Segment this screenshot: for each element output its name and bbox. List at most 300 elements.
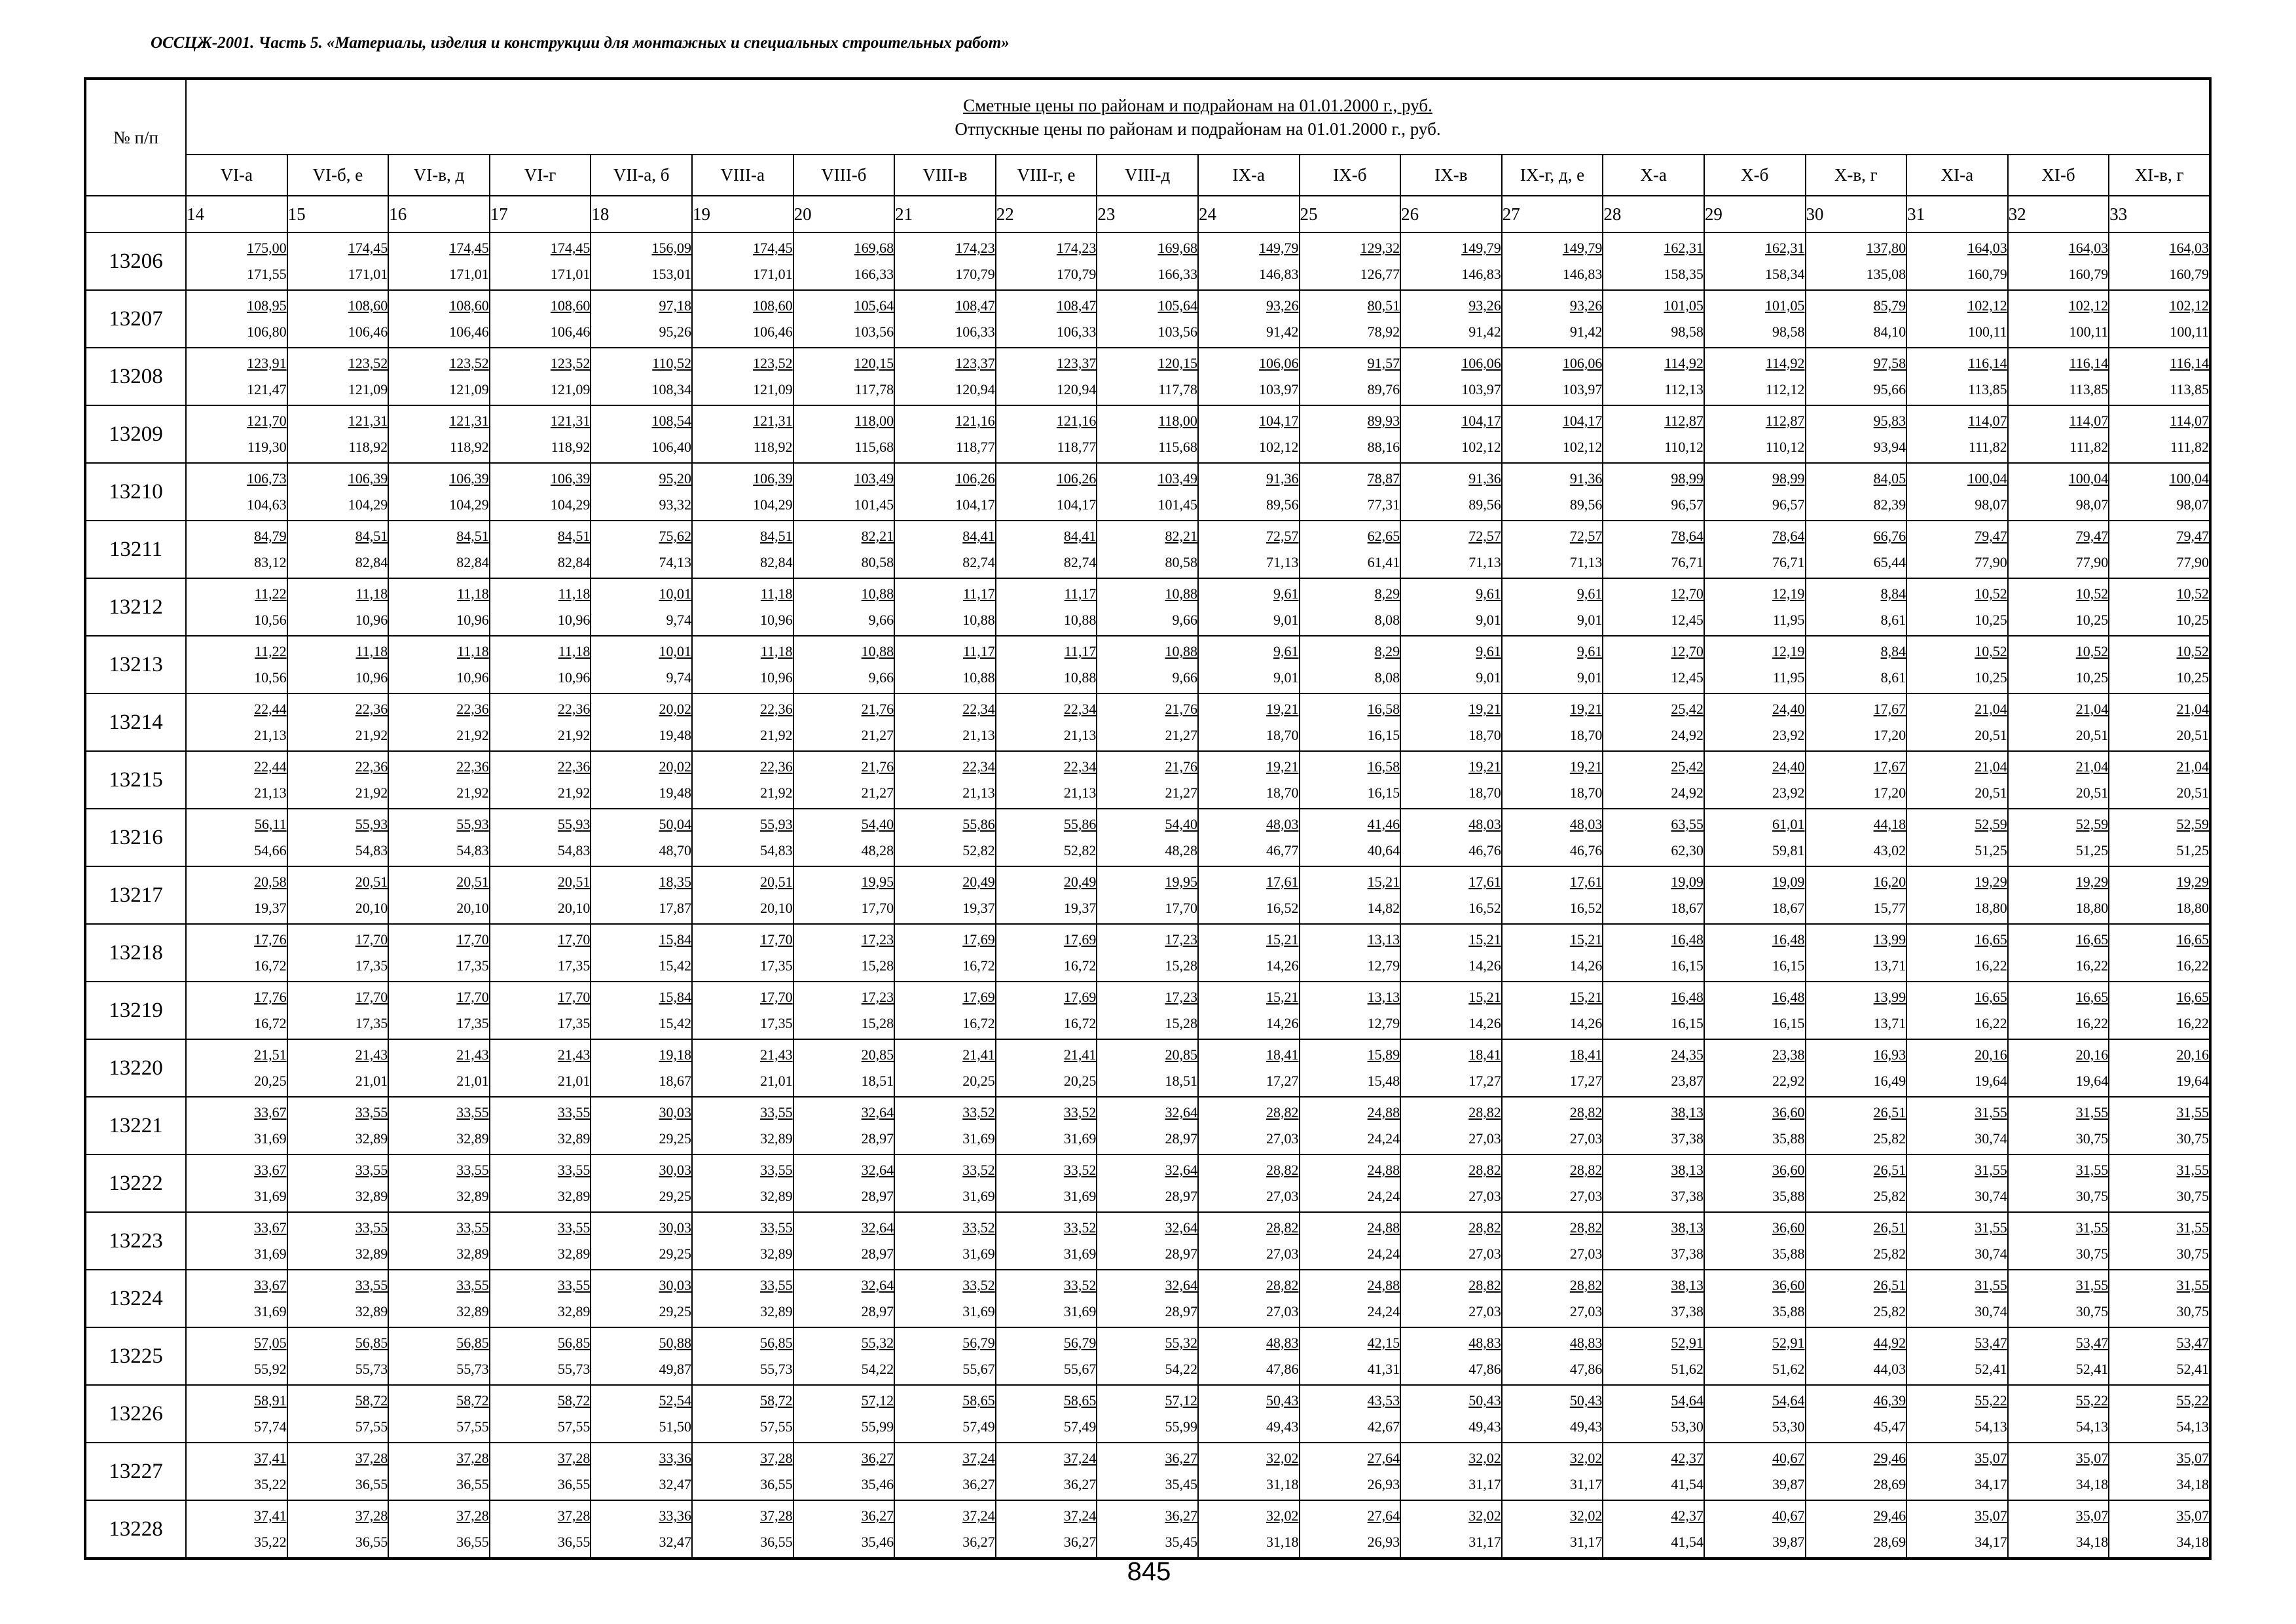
release-price: 26,93 [1367,1534,1400,1550]
release-price: 16,22 [2176,1015,2209,1031]
estimate-price: 38,13 [1671,1104,1704,1120]
estimate-price: 17,70 [456,989,489,1005]
price-cell [1502,751,1603,809]
price-cell [793,463,895,521]
estimate-price: 19,95 [1165,874,1197,890]
price-cell [1603,1500,1704,1559]
price-cell [2109,232,2210,290]
estimate-price: 19,29 [2075,874,2109,890]
price-cell [186,1385,287,1443]
release-price: 17,35 [760,1015,793,1031]
release-price: 16,15 [1671,1015,1704,1031]
release-price: 146,83 [1562,266,1603,282]
estimate-price: 15,89 [1367,1046,1400,1063]
price-cell [490,521,591,578]
price-cell [287,1270,389,1327]
release-price: 55,73 [456,1361,489,1377]
estimate-price: 35,07 [2176,1450,2209,1466]
item-code: 13210 [85,463,186,521]
estimate-price: 31,55 [2176,1219,2209,1236]
release-price: 10,88 [962,612,995,628]
release-price: 98,07 [2075,496,2109,513]
estimate-price: 31,55 [2176,1162,2209,1178]
estimate-price: 104,17 [1259,413,1299,429]
price-cell [2008,866,2109,924]
estimate-price: 162,31 [1765,240,1805,256]
release-price: 10,96 [760,612,793,628]
price-cell [2008,290,2109,348]
price-cell [793,1500,895,1559]
estimate-price: 32,02 [1266,1507,1299,1524]
price-cell [287,405,389,463]
table-row [85,232,2210,290]
estimate-price: 24,40 [1772,701,1805,717]
estimate-price: 8,84 [1880,585,1906,602]
release-price: 98,07 [2176,496,2209,513]
estimate-price: 121,31 [449,413,489,429]
release-price: 106,80 [247,323,287,340]
estimate-price: 16,48 [1772,989,1805,1005]
estimate-price: 32,64 [861,1162,894,1178]
release-price: 111,82 [2069,439,2109,455]
price-cell [1704,1385,1806,1443]
price-cell [1603,924,1704,982]
estimate-price: 23,38 [1772,1046,1805,1063]
price-cell [894,1097,996,1154]
release-price: 118,77 [1057,439,1097,455]
item-code: 13215 [85,751,186,809]
estimate-price: 33,52 [962,1277,995,1293]
release-price: 18,80 [2075,900,2109,916]
estimate-price: 52,91 [1772,1335,1805,1351]
caption-release-prices: Отпускные цены по районам и подрайонам на 01.01.2000 г., руб. [955,119,1441,139]
estimate-price: 15,84 [659,931,691,948]
price-cell [2008,405,2109,463]
release-price: 9,01 [1576,669,1603,686]
estimate-price: 105,64 [854,297,894,314]
release-price: 32,89 [456,1130,489,1147]
price-cell [793,578,895,636]
release-price: 10,88 [962,669,995,686]
price-cell [186,809,287,866]
release-price: 46,77 [1266,842,1299,858]
release-price: 43,02 [1873,842,1906,858]
estimate-price: 16,65 [2075,931,2109,948]
release-price: 31,69 [962,1303,995,1320]
price-cell [490,1039,591,1097]
estimate-price: 33,52 [1063,1277,1097,1293]
price-cell [894,693,996,751]
estimate-price: 15,84 [659,989,691,1005]
release-price: 57,55 [456,1418,489,1435]
estimate-price: 123,52 [550,355,591,371]
estimate-price: 31,55 [2075,1277,2109,1293]
estimate-price: 11,17 [1064,585,1097,602]
price-cell [1097,693,1198,751]
estimate-price: 28,82 [1266,1277,1299,1293]
release-price: 32,89 [355,1303,388,1320]
price-cell [2109,1500,2210,1559]
release-price: 19,37 [1063,900,1097,916]
estimate-price: 106,39 [348,470,388,487]
release-price: 48,28 [1165,842,1197,858]
estimate-price: 33,67 [254,1162,287,1178]
release-price: 32,89 [355,1188,388,1204]
price-cell [996,636,1097,693]
release-price: 76,71 [1772,554,1805,570]
price-cell [1502,866,1603,924]
estimate-price: 22,44 [254,701,287,717]
release-price: 126,77 [1360,266,1400,282]
price-cell [894,636,996,693]
estimate-price: 32,64 [861,1104,894,1120]
price-cell [1097,1327,1198,1385]
price-cell [1400,1097,1502,1154]
estimate-price: 20,85 [1165,1046,1197,1063]
release-price: 160,79 [2169,266,2209,282]
price-cell [793,232,895,290]
release-price: 59,81 [1772,842,1805,858]
release-price: 35,88 [1772,1188,1805,1204]
estimate-price: 54,40 [861,816,894,832]
document-title: ОССЦЖ-2001. Часть 5. «Материалы, изделия и конструкции для монтажных и специальных строительных работ» [151,34,1010,52]
release-price: 71,13 [1569,554,1603,570]
release-price: 49,43 [1569,1418,1603,1435]
release-price: 21,13 [1063,784,1097,801]
price-cell [2109,809,2210,866]
price-cell [591,290,692,348]
estimate-price: 10,88 [861,643,894,659]
price-cell [1806,693,1907,751]
item-code: 13219 [85,982,186,1039]
estimate-price: 15,21 [1468,931,1501,948]
column-number: 32 [2008,196,2109,232]
estimate-price: 55,93 [557,816,591,832]
estimate-price: 9,61 [1273,585,1299,602]
price-cell [1300,636,1401,693]
release-price: 120,94 [1056,381,1097,397]
price-cell [692,751,793,809]
release-price: 16,15 [1367,727,1400,743]
price-cell [287,1500,389,1559]
price-cell [1906,636,2008,693]
price-cell [996,578,1097,636]
price-cell [490,1327,591,1385]
estimate-price: 103,49 [854,470,894,487]
price-cell [1400,1212,1502,1270]
price-cell [1502,405,1603,463]
estimate-price: 84,41 [1063,528,1097,544]
price-cell [692,1500,793,1559]
price-cell [388,405,490,463]
release-price: 13,71 [1873,1015,1906,1031]
estimate-price: 91,36 [1266,470,1299,487]
price-cell [1400,1500,1502,1559]
price-cell [186,1500,287,1559]
price-cell [996,866,1097,924]
price-cell [692,809,793,866]
price-cell [1198,1270,1300,1327]
estimate-price: 9,61 [1476,585,1501,602]
price-cell [2109,1385,2210,1443]
price-cell [1806,348,1907,405]
price-cell [2109,636,2210,693]
estimate-price: 32,64 [1165,1162,1197,1178]
estimate-price: 16,65 [1975,989,2007,1005]
estimate-price: 22,36 [456,758,489,775]
estimate-price: 8,84 [1880,643,1906,659]
estimate-price: 13,99 [1873,931,1906,948]
estimate-price: 21,04 [2075,758,2109,775]
estimate-price: 18,41 [1266,1046,1299,1063]
estimate-price: 78,87 [1367,470,1400,487]
estimate-price: 22,34 [962,758,995,775]
price-cell [287,636,389,693]
price-cell [388,1443,490,1500]
estimate-price: 108,60 [348,297,388,314]
price-cell [287,693,389,751]
release-price: 171,01 [348,266,388,282]
table-row [85,1039,2210,1097]
estimate-price: 84,51 [557,528,591,544]
release-price: 98,58 [1772,323,1805,340]
price-cell [1300,1154,1401,1212]
release-price: 17,35 [355,1015,388,1031]
release-price: 16,15 [1671,957,1704,974]
release-price: 57,55 [355,1418,388,1435]
release-price: 100,11 [1968,323,2007,340]
column-number-blank [85,196,186,232]
release-price: 31,69 [1063,1246,1097,1262]
estimate-price: 175,00 [247,240,287,256]
estimate-price: 20,51 [760,874,793,890]
release-price: 24,24 [1367,1303,1400,1320]
column-number: 26 [1400,196,1502,232]
release-price: 104,17 [1056,496,1097,513]
estimate-price: 98,99 [1671,470,1704,487]
estimate-price: 52,91 [1671,1335,1704,1351]
estimate-price: 58,72 [557,1392,591,1409]
release-price: 30,74 [1975,1246,2007,1262]
price-cell [894,1500,996,1559]
release-price: 9,66 [1172,669,1197,686]
release-price: 55,99 [861,1418,894,1435]
price-cell [1502,463,1603,521]
release-price: 13,71 [1873,957,1906,974]
column-number: 19 [692,196,793,232]
release-price: 39,87 [1772,1476,1805,1492]
price-cell [1502,982,1603,1039]
estimate-price: 20,49 [1063,874,1097,890]
release-price: 29,25 [659,1246,691,1262]
release-price: 47,86 [1468,1361,1501,1377]
estimate-price: 106,39 [753,470,793,487]
release-price: 15,28 [861,1015,894,1031]
release-price: 27,03 [1266,1130,1299,1147]
estimate-price: 84,79 [254,528,287,544]
estimate-price: 28,82 [1569,1219,1603,1236]
estimate-price: 26,51 [1873,1219,1906,1236]
release-price: 16,15 [1367,784,1400,801]
price-cell [186,463,287,521]
release-price: 27,03 [1266,1188,1299,1204]
price-cell [1300,866,1401,924]
price-cell [894,348,996,405]
price-cell [1400,924,1502,982]
price-cell [1400,693,1502,751]
estimate-price: 30,03 [659,1104,691,1120]
release-price: 54,13 [2075,1418,2109,1435]
release-price: 27,03 [1569,1303,1603,1320]
release-price: 14,26 [1569,1015,1603,1031]
price-cell [287,751,389,809]
estimate-price: 37,24 [962,1450,995,1466]
estimate-price: 31,55 [2176,1104,2209,1120]
estimate-price: 13,99 [1873,989,1906,1005]
estimate-price: 33,55 [557,1104,591,1120]
estimate-price: 16,48 [1772,931,1805,948]
price-cell [1097,866,1198,924]
release-price: 15,42 [659,957,691,974]
price-cell [2008,809,2109,866]
price-cell [1603,521,1704,578]
estimate-price: 31,55 [2075,1219,2109,1236]
price-cell [1198,578,1300,636]
price-cell [894,521,996,578]
estimate-price: 32,64 [1165,1277,1197,1293]
price-cell [1097,1039,1198,1097]
price-cell [1400,578,1502,636]
price-cell [1906,405,2008,463]
estimate-price: 106,39 [449,470,489,487]
release-price: 37,38 [1671,1246,1704,1262]
estimate-price: 123,52 [449,355,489,371]
release-price: 166,33 [1157,266,1197,282]
price-cell [1400,866,1502,924]
item-code: 13212 [85,578,186,636]
estimate-price: 22,34 [1063,758,1097,775]
estimate-price: 100,04 [2169,470,2209,487]
price-cell [1097,1443,1198,1500]
estimate-price: 31,55 [1975,1162,2007,1178]
release-price: 32,89 [557,1303,591,1320]
release-price: 10,25 [2176,612,2209,628]
release-price: 30,74 [1975,1130,2007,1147]
estimate-price: 42,37 [1671,1507,1704,1524]
estimate-price: 79,47 [2176,528,2209,544]
estimate-price: 19,09 [1772,874,1805,890]
release-price: 14,26 [1266,1015,1299,1031]
price-cell [1704,290,1806,348]
price-cell [388,751,490,809]
release-price: 118,77 [956,439,995,455]
estimate-price: 33,52 [1063,1162,1097,1178]
release-price: 48,70 [659,842,691,858]
price-cell [692,1039,793,1097]
item-code: 13206 [85,232,186,290]
estimate-price: 54,64 [1772,1392,1805,1409]
price-cell [1502,290,1603,348]
price-cell [793,1327,895,1385]
release-price: 82,74 [962,554,995,570]
estimate-price: 15,21 [1569,989,1603,1005]
price-cell [894,866,996,924]
estimate-price: 106,26 [955,470,995,487]
price-cell [591,1039,692,1097]
release-price: 32,89 [456,1246,489,1262]
release-price: 57,55 [760,1418,793,1435]
release-price: 18,70 [1569,784,1603,801]
price-cell [1502,1385,1603,1443]
release-price: 57,74 [254,1418,287,1435]
price-cell [591,982,692,1039]
price-cell [996,1385,1097,1443]
price-cell [1198,405,1300,463]
price-cell [2109,1154,2210,1212]
estimate-price: 44,92 [1873,1335,1906,1351]
item-code: 13223 [85,1212,186,1270]
release-price: 21,92 [557,727,591,743]
estimate-price: 15,21 [1569,931,1603,948]
column-number: 31 [1906,196,2008,232]
release-price: 28,69 [1873,1476,1906,1492]
estimate-price: 82,21 [861,528,894,544]
estimate-price: 37,28 [456,1507,489,1524]
estimate-price: 33,55 [760,1162,793,1178]
price-cell [1906,693,2008,751]
estimate-price: 21,04 [2176,701,2209,717]
release-price: 16,72 [962,957,995,974]
estimate-price: 79,47 [1975,528,2007,544]
estimate-price: 36,60 [1772,1162,1805,1178]
price-cell [186,1154,287,1212]
release-price: 35,46 [861,1476,894,1492]
region-header: VII-а, б [591,155,692,196]
release-price: 36,55 [456,1534,489,1550]
price-cell [388,290,490,348]
release-price: 25,82 [1873,1130,1906,1147]
estimate-price: 37,28 [557,1450,591,1466]
release-price: 10,25 [2075,669,2109,686]
release-price: 91,42 [1468,323,1501,340]
price-cell [2109,348,2210,405]
price-cell [692,578,793,636]
estimate-price: 112,87 [1765,413,1805,429]
price-cell [996,1500,1097,1559]
column-number: 24 [1198,196,1300,232]
estimate-price: 58,65 [1063,1392,1097,1409]
price-cell [490,1385,591,1443]
price-cell [1704,521,1806,578]
release-price: 98,07 [1975,496,2007,513]
price-cell [793,636,895,693]
estimate-price: 55,86 [1063,816,1097,832]
estimate-price: 28,82 [1468,1277,1501,1293]
estimate-price: 33,36 [659,1507,691,1524]
estimate-price: 21,76 [861,758,894,775]
release-price: 80,58 [1165,554,1197,570]
estimate-price: 42,37 [1671,1450,1704,1466]
price-cell [1906,1212,2008,1270]
release-price: 36,27 [962,1534,995,1550]
estimate-price: 15,21 [1266,989,1299,1005]
region-header: XI-а [1906,155,2008,196]
price-cell [2008,578,2109,636]
estimate-price: 121,31 [753,413,793,429]
estimate-price: 22,34 [962,701,995,717]
release-price: 103,97 [1259,381,1299,397]
price-cell [793,1385,895,1443]
